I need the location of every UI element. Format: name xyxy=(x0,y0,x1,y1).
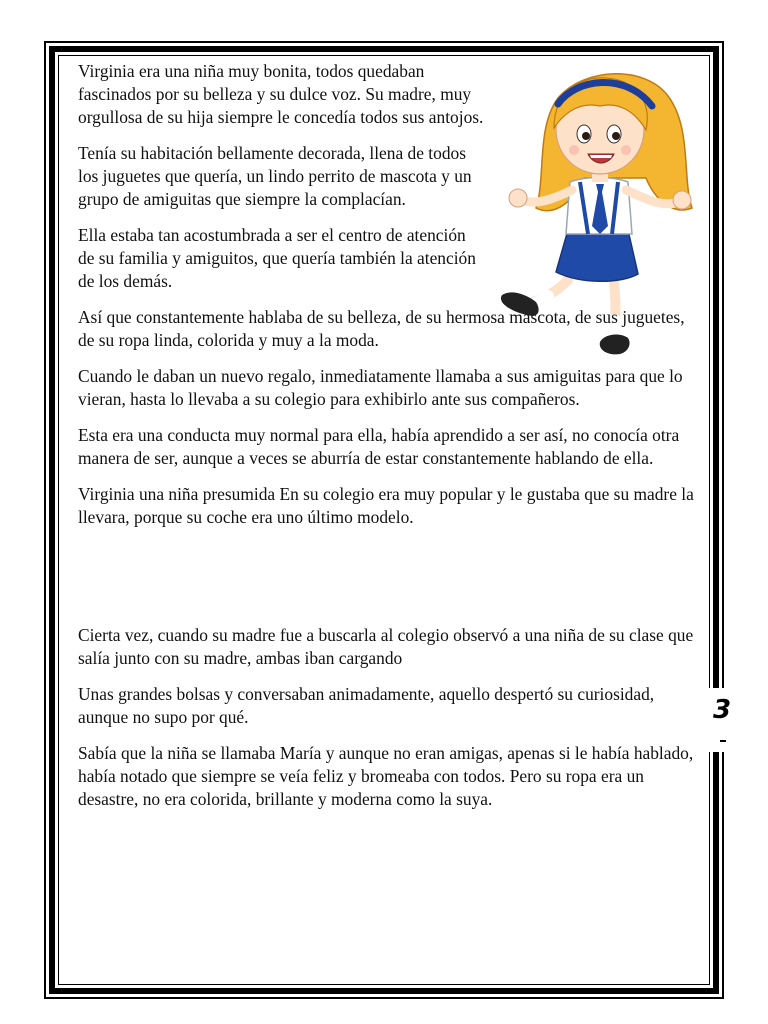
paragraph-4: Así que constantemente hablaba de su belleza, de su hermosa mascota, de sus juguetes, de su ropa linda, colorida y muy a la moda. xyxy=(78,307,685,350)
paragraph-8: Cierta vez, cuando su madre fue a buscarla al colegio observó a una niña de su clase que salía junto con su madre, ambas iban cargando xyxy=(78,625,694,668)
paragraph-10: Sabía que la niña se llamaba María y aunque no eran amigas, apenas si le había hablado, había notado que siempre se veía feliz y bromeaba con todos. Pero su ropa era un desastre, no era colorida, brillante y moderna como la suya. xyxy=(78,743,694,809)
story-text xyxy=(78,60,696,824)
paragraph-7: Virginia una niña presumida En su colegio era muy popular y le gustaba que su madre la llevara, porque su coche era uno último modelo. xyxy=(78,484,694,527)
paragraph-5: Cuando le daban un nuevo regalo, inmediatamente llamaba a sus amiguitas para que lo vieran, hasta lo llevaba a su colegio para exhibirlo ante sus compañeros. xyxy=(78,366,683,409)
page-number-tick xyxy=(720,740,726,742)
paragraph-9: Unas grandes bolsas y conversaban animadamente, aquello despertó su curiosidad, aunque no supo por qué. xyxy=(78,684,655,727)
paragraph-3: Ella estaba tan acostumbrada a ser el centro de atención de su familia y amiguitos, que quería también la atención de los demás. xyxy=(78,225,476,291)
paragraph-1: Virginia era una niña muy bonita, todos quedaban fascinados por su belleza y su dulce voz. Su madre, muy orgullosa de su hija siempre le concedía todos sus antojos. xyxy=(78,61,484,127)
page-number: 3 xyxy=(712,695,732,725)
section-gap xyxy=(78,542,696,624)
paragraph-6: Esta era una conducta muy normal para ella, había aprendido a ser así, no conocía otra manera de ser, aunque a veces se aburría de estar constantemente hablando de ella. xyxy=(78,425,680,468)
paragraph-2: Tenía su habitación bellamente decorada, llena de todos los juguetes que quería, un lindo perrito de mascota y un grupo de amiguitas que siempre la complacían. xyxy=(78,143,472,209)
